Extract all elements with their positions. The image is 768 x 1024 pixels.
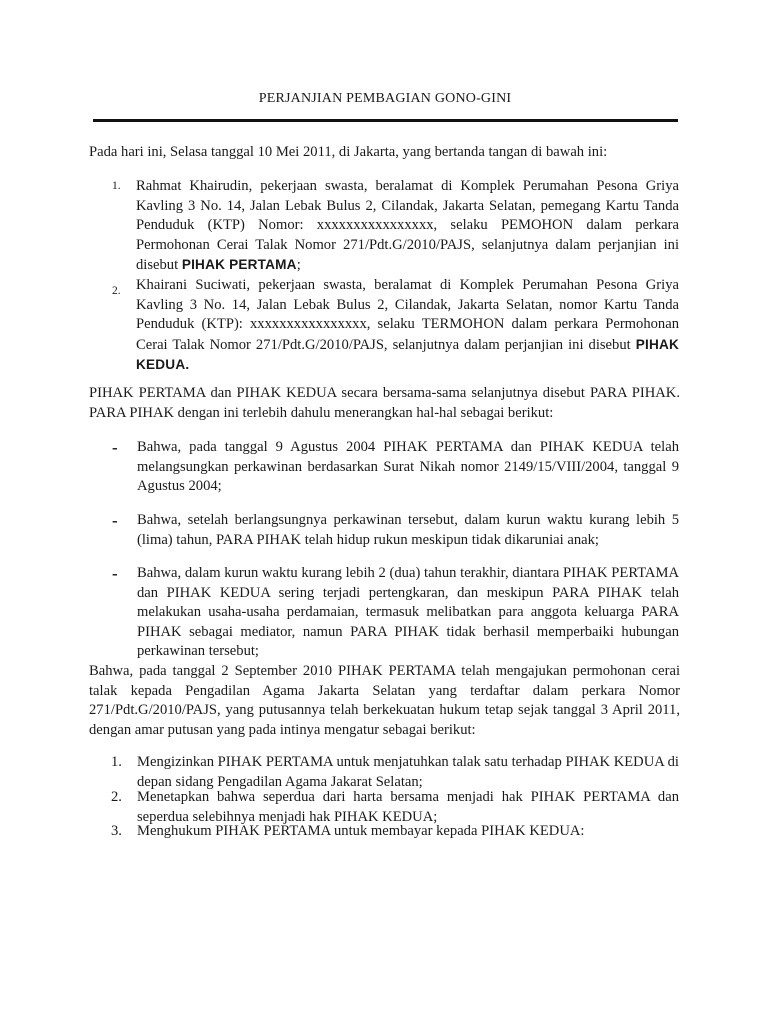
ruling-3-number: 3. <box>111 823 122 839</box>
recital-2: Bahwa, setelah berlangsungnya perkawinan tersebut, dalam kurun waktu kurang lebih 5 (lima) tahun, PARA PIHAK telah hidup rukun meskipun tidak dikaruniai anak; <box>137 512 679 548</box>
court-paragraph: Bahwa, pada tanggal 2 September 2010 PIHAK PERTAMA telah mengajukan permohonan cerai talak kepada Pengadilan Agama Jakarta Selatan yang terdaftar dalam perkara Nomor 271/Pdt.G/2010/PAJS, yang putusannya telah berkekuatan hukum tetap sejak tanggal 3 April 2011, dengan amar putusan yang pada intinya mengatur sebagai berikut: <box>89 663 680 738</box>
party-1-number: 1. <box>112 180 121 192</box>
recital-1: Bahwa, pada tanggal 9 Agustus 2004 PIHAK PERTAMA dan PIHAK KEDUA telah melangsungkan perkawinan berdasarkan Surat Nikah nomor 2149/15/VIII/2004, tanggal 9 Agustus 2004; <box>137 439 679 494</box>
party-1-label: PIHAK PERTAMA <box>181 257 297 272</box>
ruling-1: Mengizinkan PIHAK PERTAMA untuk menjatuhkan talak satu terhadap PIHAK KEDUA di depan sidang Pengadilan Agama Jakarat Selatan; <box>137 754 679 790</box>
party-2-text: Khairani Suciwati, pekerjaan swasta, beralamat di Komplek Perumahan Pesona Griya Kavling 3 No. 14, Jalan Lebak Bulus 2, Cilandak, Jakarta Selatan, nomor Kartu Tanda Penduduk (KTP): xxxxxxxxxxxxxxxx, selaku TERMOHON dalam perkara Permohonan Cerai Talak Nomor 271/Pdt.G/2010/PAJS, selanjutnya dalam perjanjian ini disebut <box>136 277 679 353</box>
title-underline <box>93 119 678 122</box>
ruling-2-number: 2. <box>111 789 122 805</box>
recital-3-bullet: - <box>112 564 118 583</box>
party-2-paragraph <box>136 276 679 376</box>
para-pihak-paragraph: PIHAK PERTAMA dan PIHAK KEDUA secara bersama-sama selanjutnya disebut PARA PIHAK. PARA PIHAK dengan ini terlebih dahulu menerangkan hal-hal sebagai berikut: <box>89 385 680 421</box>
recital-3: Bahwa, dalam kurun waktu kurang lebih 2 (dua) tahun terakhir, diantara PIHAK PERTAMA dan PIHAK KEDUA sering terjadi pertengkaran, dan meskipun PARA PIHAK telah melakukan usaha-usaha perdamaian, termasuk melibatkan para anggota keluarga PARA PIHAK sebagai mediator, namun PARA PIHAK tidak berhasil memperbaiki hubungan perkawinan tersebut; <box>137 565 679 659</box>
ruling-1-number: 1. <box>111 754 122 770</box>
ruling-2: Menetapkan bahwa seperdua dari harta bersama menjadi hak PIHAK PERTAMA dan seperdua selebihnya menjadi hak PIHAK KEDUA; <box>137 789 679 825</box>
recital-1-bullet: - <box>112 438 118 457</box>
party-2-number: 2. <box>112 285 121 297</box>
party-1-paragraph <box>136 177 679 276</box>
intro-paragraph: Pada hari ini, Selasa tanggal 10 Mei 2011, di Jakarta, yang bertanda tangan di bawah ini: <box>89 144 608 160</box>
party-1-tail: ; <box>296 257 301 273</box>
party-2-label: PIHAK KEDUA. <box>136 336 679 372</box>
ruling-3: Menghukum PIHAK PERTAMA untuk membayar kepada PIHAK KEDUA: <box>137 823 585 839</box>
recital-2-bullet: - <box>112 511 118 530</box>
party-1-text: Rahmat Khairudin, pekerjaan swasta, beralamat di Komplek Perumahan Pesona Griya Kavling 3 No. 14, Jalan Lebak Bulus 2, Cilandak, Jakarta Selatan, pemegang Kartu Tanda Penduduk (KTP) Nomor: xxxxxxxxxxxxxxxx, selaku PEMOHON dalam perkara Permohonan Cerai Talak Nomor 271/Pdt.G/2010/PAJS, selanjutnya dalam perjanjian ini disebut <box>136 178 679 273</box>
document-title: PERJANJIAN PEMBAGIAN GONO-GINI <box>258 91 512 106</box>
